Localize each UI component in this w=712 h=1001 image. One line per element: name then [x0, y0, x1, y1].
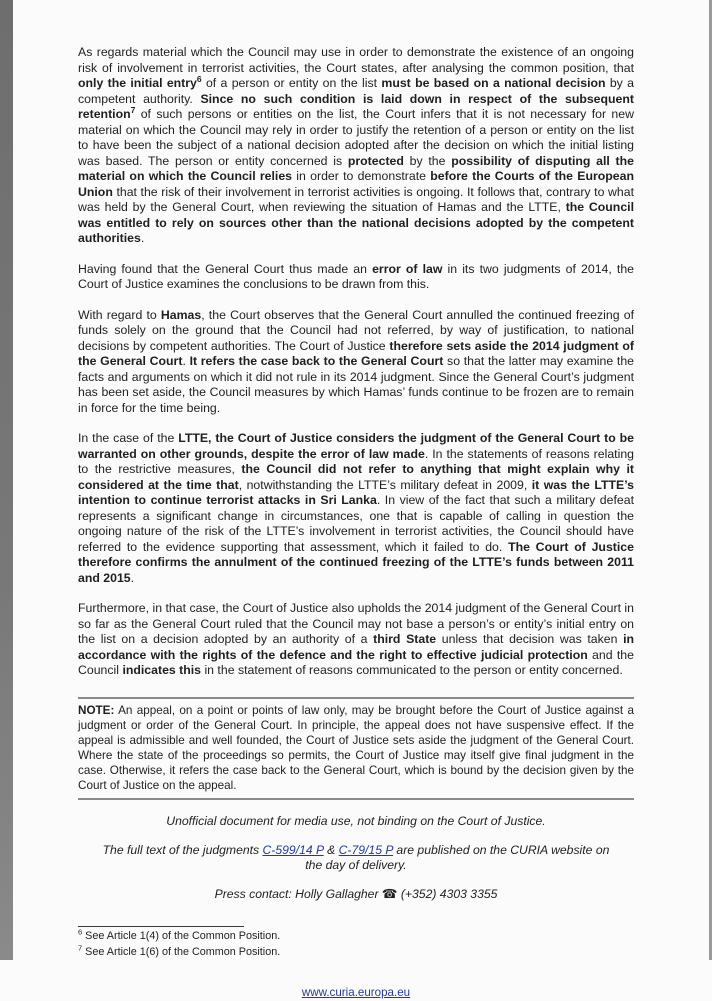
text-segment: Hamas — [160, 307, 202, 322]
body-paragraph — [78, 262, 634, 293]
footnote-separator — [78, 926, 244, 927]
text-segment: LTTE, the Court of Justice considers the judgment of the General Court to be warranted on other grounds, despite the error of law made — [78, 431, 634, 461]
body-paragraph — [78, 601, 634, 679]
text-segment: third State — [373, 632, 437, 646]
body-paragraph — [78, 431, 634, 586]
text-segment: , notwithstanding the LTTE’s military defeat in 2009, — [238, 477, 532, 492]
text-segment: before the Courts of the European Union — [78, 169, 634, 199]
text-segment: must be based on a national decision — [381, 76, 606, 90]
text-segment: 7 — [130, 104, 136, 115]
body-paragraph — [78, 45, 634, 247]
judgment-link-c-599-14-p[interactable]: C-599/14 P — [262, 843, 324, 858]
text-segment: are published on the CURIA website on the day of delivery. — [305, 843, 610, 873]
text-segment: and the Council — [78, 647, 634, 677]
footnote-marker: 6 — [78, 927, 83, 937]
phone-icon: ☎ — [381, 887, 398, 902]
text-segment: of a person or entity on the list — [201, 76, 382, 90]
judgment-link-c-79-15-p[interactable]: C-79/15 P — [338, 843, 394, 858]
footnote-marker: 7 — [78, 943, 83, 953]
text-segment: that the risk of their involvement in terrorist activities is ongoing. It follows that, contrary to what was held by the General Court, when reviewing the situation of Hamas and the LTTE, — [78, 184, 634, 214]
text-segment: therefore sets aside the 2014 judgment of the General Court — [78, 338, 634, 368]
text-segment: of such persons or entities on the list, the Court infers that it is not necessary for new material on which the Council may rely in order to justify the retention of a person or entity on the list to have been the subject of a national decision adopted after the decision on which the initial listing was based. The person or entity concerned is — [78, 107, 634, 168]
text-segment: An appeal, on a point or points of law only, may be brought before the Court of Justice against a judgment or order of the General Court. In principle, the appeal does not have suspensive effect. If the appeal is admissible and well founded, the Court of Justice sets aside the judgment of the General Court. Where the state of the proceedings so permits, the Court of Justice may itself give final judgment in the case. Otherwise, it refers the case back to the General Court, which is bound by the decision given by the Court of Justice on the appeal. — [78, 703, 634, 792]
text-segment: Having found that the General Court thus made an — [78, 261, 373, 276]
text-segment: the Council was entitled to rely on sources other than the national decisions adopted by the competent authorities — [78, 200, 634, 245]
text-segment: , the Court observes that the General Court annulled the continued freezing of funds solely on the ground that the Council had not referred, by way of justification, to national decisions by competent authorities. The Court of Justice — [78, 307, 634, 353]
footnote-7 — [78, 943, 634, 959]
text-segment: error of law — [372, 261, 443, 276]
text-segment: protected — [347, 153, 404, 168]
bottom-link-wrap — [78, 983, 634, 1001]
curia-website-link[interactable]: www.curia.europa.eu — [301, 986, 411, 1000]
text-segment: & — [323, 843, 339, 858]
footnote-text: See Article 1(6) of the Common Position. — [85, 946, 281, 959]
text-segment: It refers the case back to the General Court — [189, 354, 444, 368]
text-segment: in order to demonstrate — [292, 169, 431, 183]
text-segment: The full text of the judgments — [102, 843, 263, 858]
body-paragraphs — [78, 45, 634, 679]
text-segment: . In view of the fact that such a military defeat represents a significant change in circumstances, one that is capable of calling in question the ongoing nature of the risk of the LTTE’s involvement in terrorist activities, the Council should have referred to the evidence supporting that assessment, which it failed to do. — [78, 493, 634, 554]
text-segment: With regard to — [78, 307, 161, 322]
text-segment: . — [182, 354, 190, 368]
text-segment: the Council did not refer to anything that might explain why it considered at the time that — [78, 462, 634, 492]
text-segment: (+352) 4303 3355 — [397, 887, 498, 902]
text-segment: by the — [403, 153, 452, 168]
footer-disclaimer: Unofficial document for media use, not binding on the Court of Justice. — [166, 814, 546, 829]
text-segment: so that the latter may examine the facts and arguments on which it did not rule in its 2014 judgment. Since the General Court’s judgment has been set aside, the Council measures by which Hamas’ funds continue to be frozen are to remain in force for the time being. — [78, 354, 634, 415]
body-paragraph — [78, 308, 634, 417]
text-segment: NOTE: — [78, 703, 115, 717]
text-segment: in its two judgments of 2014, the Court of Justice examines the conclusions to be drawn from this. — [78, 261, 634, 291]
text-segment: in accordance with the rights of the defence and the right to effective judicial protection — [78, 632, 635, 662]
text-segment: In the case of the — [78, 431, 179, 445]
text-segment: As regards material which the Council may use in order to demonstrate the existence of an ongoing risk of involvement in terrorist activities, the Court states, after analysing the common position, that — [78, 45, 634, 75]
footer-judgments-line — [96, 843, 616, 873]
text-segment: only the initial entry — [78, 76, 197, 90]
scan-edge-left — [0, 0, 13, 960]
note-block — [78, 697, 634, 801]
text-segment: 6 — [196, 73, 202, 84]
text-segment: in the statement of reasons communicated to the person or entity concerned. — [201, 663, 623, 677]
text-segment: indicates this — [122, 663, 202, 677]
document-content — [78, 45, 634, 1001]
footnote-6 — [78, 927, 634, 943]
text-segment: Press contact: Holly Gallagher — [214, 887, 382, 902]
text-segment: Furthermore, in that case, the Court of Justice also upholds the 2014 judgment of the General Court in so far as the General Court ruled that the Council may not base a person’s or entity’s initial entry on the list on a decision adopted by an authority of a — [78, 601, 634, 646]
text-segment: . — [140, 231, 145, 245]
text-segment: by a competent authority. — [78, 76, 634, 106]
footer-press-contact — [96, 887, 616, 902]
text-segment: . In the statements of reasons relating to the restrictive measures, — [78, 446, 635, 476]
text-segment: . — [130, 570, 135, 585]
text-segment: The Court of Justice therefore confirms the annulment of the continued freezing of the LTTE’s funds between 2011 and 2015 — [78, 539, 634, 585]
text-segment: it was the LTTE’s intention to continue terrorist attacks in Sri Lanka — [78, 477, 634, 507]
footnote-text: See Article 1(4) of the Common Position. — [85, 930, 281, 943]
note-paragraph — [78, 703, 634, 794]
text-segment: possibility of disputing all the material on which the Council relies — [78, 153, 634, 183]
text-segment: unless that decision was taken — [436, 632, 624, 646]
text-segment: Since no such condition is laid down in respect of the subsequent retention — [78, 91, 634, 121]
